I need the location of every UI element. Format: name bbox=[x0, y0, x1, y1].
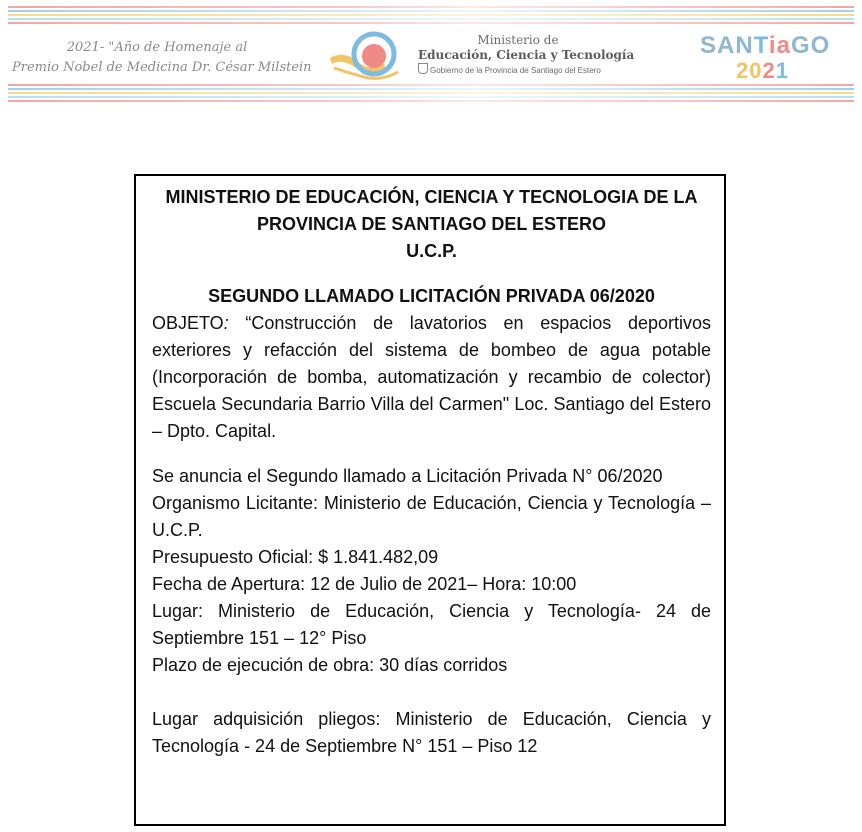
object-colon: : bbox=[223, 313, 229, 333]
shield-icon bbox=[418, 63, 428, 74]
ministry-line-2: Educación, Ciencia y Tecnología bbox=[418, 48, 635, 62]
budget-line: Presupuesto Oficial: $ 1.841.482,09 bbox=[152, 547, 439, 567]
notice-title-line-2: PROVINCIA DE SANTIAGO DEL ESTERO bbox=[256, 214, 607, 234]
term-line: Plazo de ejecución de obra: 30 días corridos bbox=[152, 655, 508, 675]
notice-box bbox=[134, 174, 726, 826]
brand-year-part: 1 bbox=[775, 58, 789, 83]
homage-caption bbox=[12, 38, 312, 78]
ministry-line-1: Ministerio de bbox=[477, 33, 559, 47]
notice-content bbox=[152, 184, 711, 760]
ministry-logo-icon bbox=[324, 28, 410, 84]
object-paragraph bbox=[152, 310, 711, 445]
ministry-line-3-wrap bbox=[418, 63, 638, 77]
homage-line-1: 2021- "Año de Homenaje al bbox=[66, 40, 248, 55]
homage-line-2: Premio Nobel de Medicina Dr. César Milstein bbox=[12, 60, 312, 75]
brand-word-part: i bbox=[768, 32, 777, 59]
notice-title-line-1: MINISTERIO DE EDUCACIÓN, CIENCIA Y TECNOLOGIA DE LA bbox=[165, 187, 698, 207]
ministry-name bbox=[418, 33, 638, 77]
ministry-line-3: Gobierno de la Provincia de Santiago del Estero bbox=[430, 66, 601, 75]
brand-word bbox=[700, 32, 831, 59]
brand-year-part: 2 bbox=[762, 58, 776, 83]
organism-line: Organismo Licitante: Ministerio de Educación, Ciencia y Tecnología – U.C.P. bbox=[152, 493, 711, 540]
brand-word-part: SAN bbox=[700, 32, 754, 59]
brand-word-part: a bbox=[776, 32, 791, 59]
announce-line: Se anuncia el Segundo llamado a Licitación Privada N° 06/2020 bbox=[152, 466, 663, 486]
call-title: SEGUNDO LLAMADO LICITACIÓN PRIVADA 06/2020 bbox=[208, 286, 655, 306]
santiago-2021-logo bbox=[700, 32, 831, 83]
notice-title-line-3: U.C.P. bbox=[406, 241, 457, 261]
brand-word-part: GO bbox=[790, 32, 831, 59]
brand-year bbox=[700, 59, 825, 83]
decorative-stripes-bottom bbox=[8, 84, 854, 104]
object-label: OBJETO bbox=[152, 313, 224, 333]
opening-line: Fecha de Apertura: 12 de Julio de 2021– Hora: 10:00 bbox=[152, 574, 577, 594]
acquisition-line: Lugar adquisición pliegos: Ministerio de Educación, Ciencia y Tecnología - 24 de Septiembre N° 151 – Piso 12 bbox=[152, 709, 711, 756]
decorative-stripes-top bbox=[8, 6, 854, 26]
place-line: Lugar: Ministerio de Educación, Ciencia y Tecnología- 24 de Septiembre 151 – 12° Piso bbox=[152, 601, 711, 648]
header-banner bbox=[0, 0, 862, 110]
object-text: “Construcción de lavatorios en espacios deportivos exteriores y refacción del sistema de bombeo de agua potable (Incorporación de bomba, automatización y recambio de colector) Escuela Secundaria Barrio Villa del Carmen" Loc. Santiago del Estero – Dpto. Capital. bbox=[152, 313, 711, 441]
brand-word-part: T bbox=[753, 32, 769, 59]
brand-year-part: 20 bbox=[736, 58, 763, 83]
